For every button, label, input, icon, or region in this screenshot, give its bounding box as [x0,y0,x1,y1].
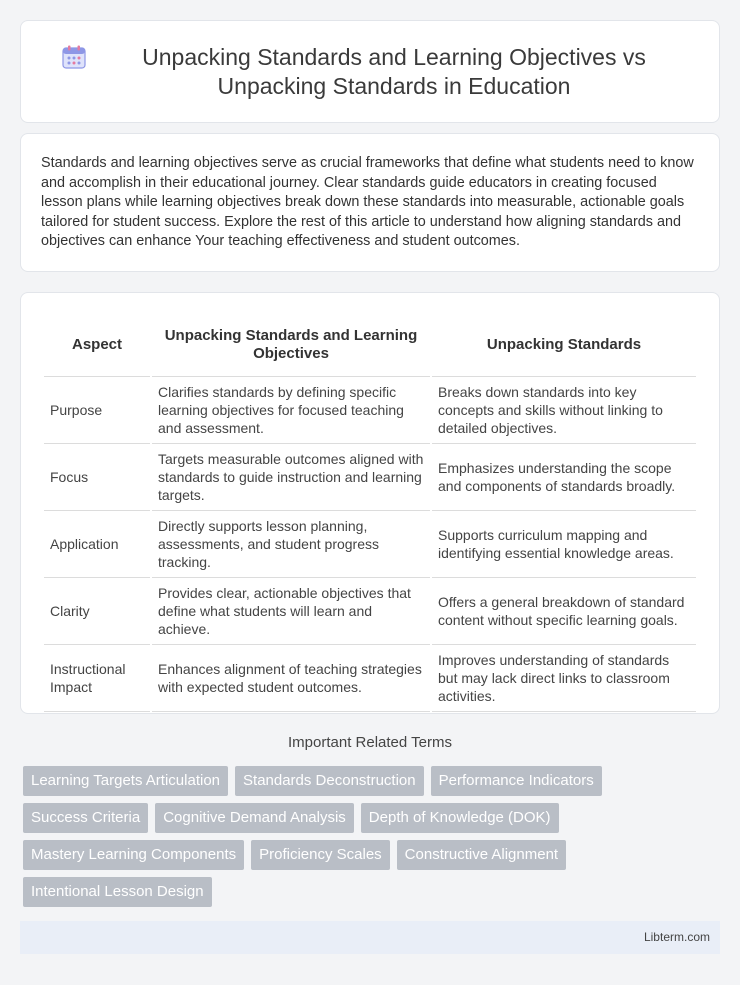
row-aspect: Purpose [44,377,150,444]
table-row [44,511,696,578]
related-term-tag[interactable]: Learning Targets Articulation [23,766,228,796]
row-aspect: Clarity [44,578,150,645]
footer-site-link[interactable]: Libterm.com [643,930,710,944]
related-terms-title: Important Related Terms [288,734,452,751]
related-terms-list [23,766,713,907]
related-term-tag[interactable]: Cognitive Demand Analysis [155,803,354,833]
page-title: Unpacking Standards and Learning Objectives vs Unpacking Standards in Education [142,43,646,99]
related-term-tag[interactable]: Constructive Alignment [397,840,566,870]
row-standards: Improves understanding of standards but may lack direct links to classroom activities. [432,645,696,712]
footer [20,921,720,954]
row-standards-objectives: Targets measurable outcomes aligned with standards to guide instruction and learning targets. [152,444,430,511]
header-standards-objectives: Unpacking Standards and Learning Objectives [152,313,430,377]
related-term-tag[interactable]: Intentional Lesson Design [23,877,212,907]
row-standards-objectives: Directly supports lesson planning, assessments, and student progress tracking. [152,511,430,578]
intro-card [20,133,720,272]
related-term-tag[interactable]: Proficiency Scales [251,840,390,870]
table-row [44,377,696,444]
calendar-icon [61,44,87,70]
row-aspect: Instructional Impact [44,645,150,712]
related-term-tag[interactable]: Performance Indicators [431,766,602,796]
table-header-row [44,313,696,377]
intro-paragraph: Standards and learning objectives serve as crucial frameworks that define what students need to know and accomplish in their educational journey. Clear standards guide educators in creating focused lesson plans while learning objectives break down these standards into measurable, actionable goals tailored for student success. Explore the rest of this article to understand how aligning standards and objectives can enhance Your teaching effectiveness and student outcomes. [41,155,694,250]
row-standards: Emphasizes understanding the scope and components of standards broadly. [432,444,696,511]
comparison-table [42,313,698,712]
row-standards: Offers a general breakdown of standard content without specific learning goals. [432,578,696,645]
row-standards: Breaks down standards into key concepts and skills without linking to detailed objectives. [432,377,696,444]
related-term-tag[interactable]: Mastery Learning Components [23,840,244,870]
header-card [20,20,720,123]
related-term-tag[interactable]: Depth of Knowledge (DOK) [361,803,559,833]
related-term-tag[interactable]: Success Criteria [23,803,148,833]
row-aspect: Application [44,511,150,578]
row-aspect: Focus [44,444,150,511]
table-row [44,444,696,511]
header-aspect: Aspect [44,313,150,377]
comparison-table-card [20,292,720,714]
related-term-tag[interactable]: Standards Deconstruction [235,766,424,796]
row-standards: Supports curriculum mapping and identifying essential knowledge areas. [432,511,696,578]
table-row [44,645,696,712]
row-standards-objectives: Provides clear, actionable objectives that define what students will learn and achieve. [152,578,430,645]
row-standards-objectives: Clarifies standards by defining specific learning objectives for focused teaching and assessment. [152,377,430,444]
header-standards: Unpacking Standards [432,313,696,377]
table-row [44,578,696,645]
row-standards-objectives: Enhances alignment of teaching strategies with expected student outcomes. [152,645,430,712]
